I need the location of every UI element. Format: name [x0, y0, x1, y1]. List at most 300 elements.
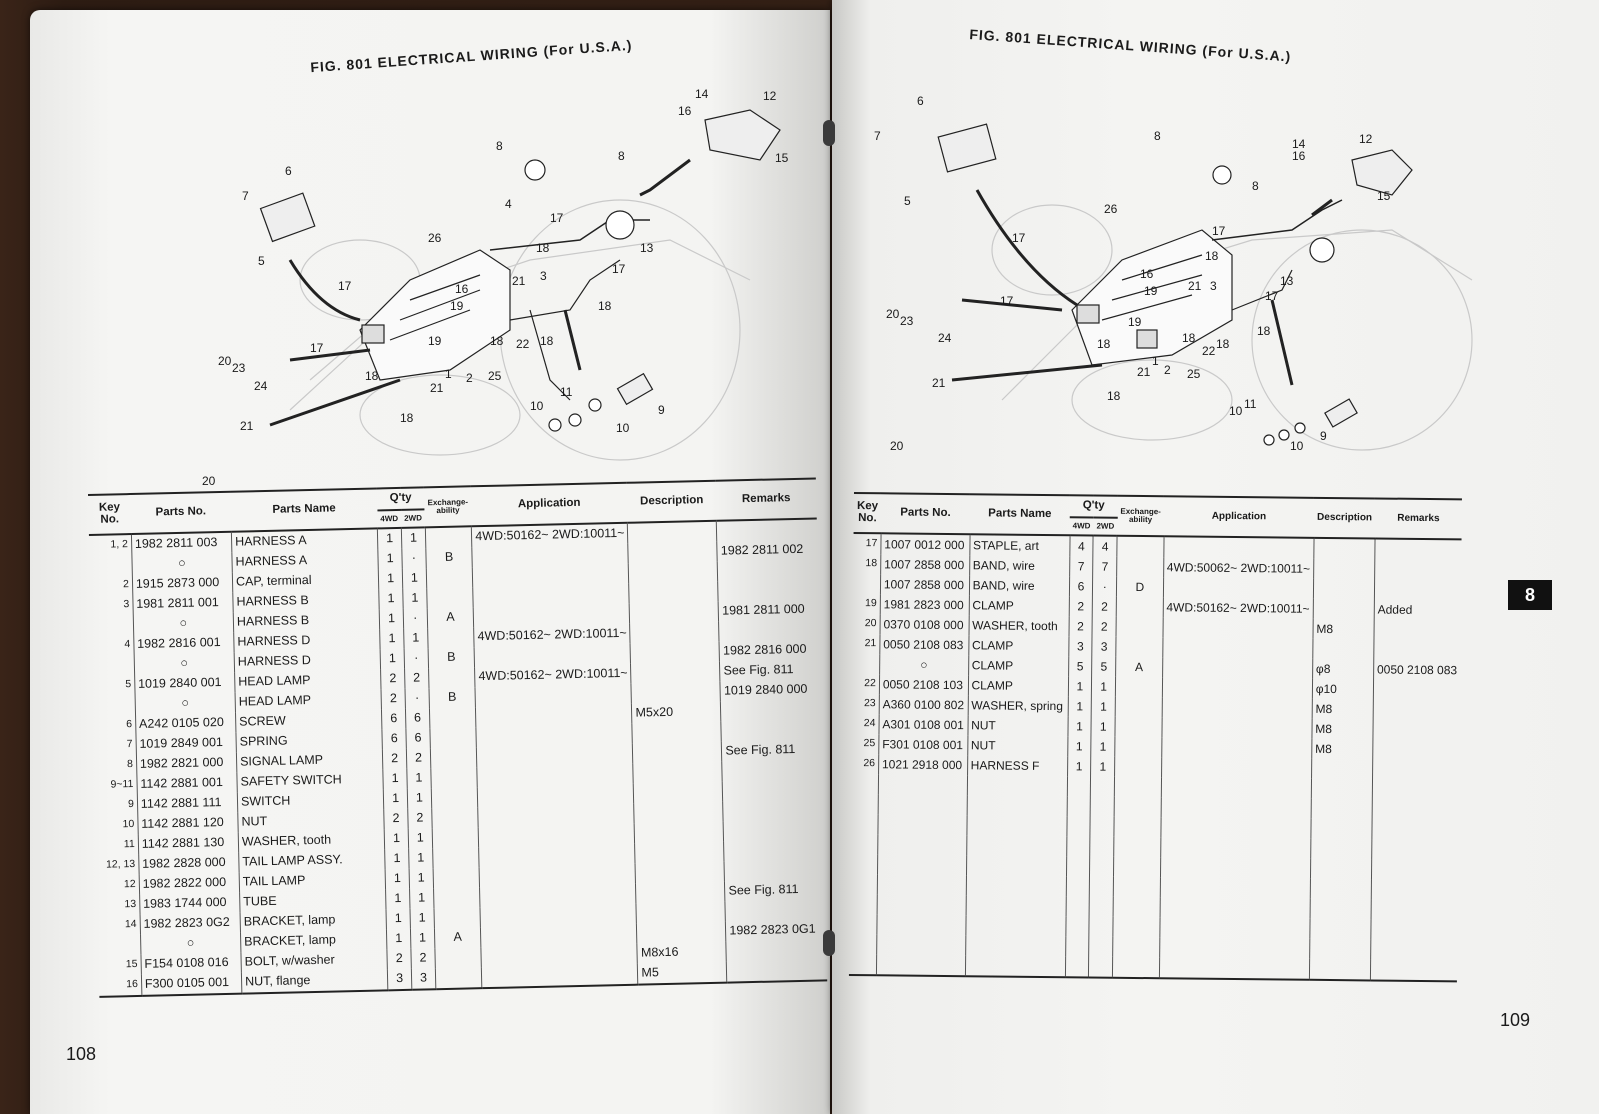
empty-cell [849, 953, 877, 974]
callout-r26: 26 [1104, 202, 1118, 216]
cell-app: 4WD:50162~ 2WD:10011~ [472, 522, 629, 547]
cell-desc [633, 761, 722, 783]
cell-key [91, 615, 134, 636]
cell-q4: 3 [388, 968, 412, 990]
cell-desc: M8 [1312, 738, 1373, 759]
callout-r3: 3 [1210, 279, 1217, 293]
empty-cell [850, 853, 878, 873]
cell-name: HARNESS F [967, 755, 1067, 776]
callout-r19b: 19 [1128, 315, 1142, 329]
cell-desc [1311, 758, 1372, 779]
cell-q4: 1 [385, 868, 409, 889]
empty-cell [1067, 776, 1091, 796]
empty-cell [1159, 937, 1309, 959]
cell-desc [634, 801, 723, 823]
cell-ex [430, 747, 477, 768]
callout-r2: 2 [1164, 363, 1171, 377]
empty-cell [1310, 838, 1371, 859]
empty-cell [1065, 956, 1089, 977]
cell-rem [1373, 679, 1460, 700]
cell-desc: M8 [1312, 698, 1373, 719]
cell-rem [1372, 759, 1459, 780]
callout-5: 5 [258, 254, 265, 268]
tractor-outline [290, 200, 750, 460]
cell-ex: A [427, 607, 474, 628]
callout-18c: 18 [490, 334, 504, 348]
cell-q2: 1 [401, 527, 425, 549]
cell-name: HARNESS B [233, 589, 380, 612]
empty-cell [1089, 936, 1113, 956]
callout-r17d: 17 [1265, 289, 1279, 303]
r-header-qty: Q'ty [1070, 495, 1118, 517]
callout-18f: 18 [400, 411, 414, 425]
cell-desc [1313, 638, 1374, 659]
right-table-body [849, 532, 1462, 980]
right-wiring-diagram [872, 80, 1512, 460]
empty-cell [967, 795, 1067, 816]
cell-name: HARNESS A [231, 528, 378, 552]
empty-cell [1310, 878, 1371, 899]
cell-desc [633, 741, 722, 763]
cell-q2: 1 [409, 848, 433, 869]
empty-cell [850, 893, 878, 913]
cell-key: 13 [124, 898, 137, 911]
cell-part: 1982 2822 000 [139, 872, 240, 894]
callout-r8: 8 [1154, 129, 1161, 143]
cell-q2: 2 [1092, 616, 1116, 636]
cell-key: 5 [125, 678, 132, 691]
cell-desc [634, 781, 723, 803]
r-header-qty-2wd: 2WD [1093, 517, 1117, 535]
callout-2: 2 [466, 371, 473, 385]
callout-22: 22 [516, 337, 530, 351]
cell-name: SAFETY SWITCH [237, 769, 384, 792]
callout-r17c: 17 [1212, 224, 1226, 238]
cell-q4: 1 [384, 828, 408, 849]
cell-desc [630, 621, 719, 643]
cell-q2: 1 [1092, 676, 1116, 696]
left-wiring-diagram [150, 80, 810, 500]
cell-name: SWITCH [237, 789, 384, 812]
cell-q4: 1 [378, 527, 402, 549]
empty-cell [1091, 776, 1115, 796]
cell-rem [724, 839, 825, 861]
cell-q4: 1 [379, 608, 403, 629]
cell-desc [635, 821, 724, 843]
header-qty: Q'ty [377, 487, 425, 510]
cell-rem [1373, 719, 1460, 740]
empty-cell [1371, 899, 1458, 920]
cell-desc: M8x16 [637, 941, 726, 963]
cell-rem [727, 959, 828, 982]
cell-part: F154 0108 016 [141, 952, 242, 974]
callout-14: 14 [695, 87, 709, 101]
cell-q2: 6 [406, 728, 430, 749]
cell-name: BAND, wire [969, 555, 1069, 576]
cell-q2: 4 [1093, 535, 1117, 556]
header-key: Key No. [88, 494, 131, 534]
cell-key: 20 [864, 617, 877, 630]
callout-8: 8 [496, 139, 503, 153]
callout-13: 13 [640, 241, 654, 255]
cell-part: 1019 2840 001 [134, 672, 235, 694]
cell-q4: 4 [1069, 535, 1093, 556]
cell-q4: 1 [383, 768, 407, 789]
empty-cell [1310, 858, 1371, 879]
cell-part: 1983 1744 000 [139, 892, 240, 914]
cell-ex: D [1117, 576, 1164, 596]
callout-r7: 7 [874, 129, 881, 143]
callout-r16b: 16 [1292, 149, 1306, 163]
callout-r14: 14 [1292, 137, 1306, 151]
empty-cell [1160, 837, 1310, 859]
safety-switch-drawing-right [1264, 399, 1357, 445]
cell-key: 26 [863, 757, 876, 770]
empty-cell [1065, 936, 1089, 956]
header-remarks: Remarks [716, 478, 817, 520]
empty-cell [1113, 956, 1160, 977]
callout-19: 19 [450, 299, 464, 313]
r-header-parts-name: Parts Name [970, 494, 1070, 535]
cell-key: 1, 2 [110, 538, 129, 551]
cell-q2: 2 [408, 808, 432, 829]
r-header-parts-no: Parts No. [881, 493, 970, 533]
cell-desc [635, 861, 724, 883]
callout-r21: 21 [1188, 279, 1202, 293]
cell-desc [1313, 558, 1374, 579]
cell-key: 12, 13 [105, 858, 136, 871]
cell-part: 1007 2858 000 [881, 554, 970, 575]
cell-key: 16 [99, 974, 142, 996]
empty-cell [878, 794, 967, 815]
cell-key: 12 [123, 878, 136, 891]
cell-rem: 0050 2108 083 [1373, 659, 1460, 680]
right-page-number: 109 [1500, 1010, 1531, 1030]
callout-r19: 19 [1144, 284, 1158, 298]
cell-key: 22 [864, 677, 876, 690]
empty-cell [1159, 917, 1309, 939]
left-table-body [89, 518, 827, 996]
right-fig-title: FIG. 801 ELECTRICAL WIRING (For U.S.A.) [968, 26, 1292, 65]
callout-r24: 24 [938, 331, 952, 345]
cell-q2: 1 [1091, 696, 1115, 716]
empty-cell [850, 813, 878, 833]
callout-6: 6 [285, 164, 292, 178]
callout-r8b: 8 [1252, 179, 1259, 193]
empty-cell [1113, 896, 1160, 916]
cell-q4: 2 [381, 688, 405, 709]
cell-rem [1374, 639, 1461, 660]
cell-key: 9 [127, 798, 134, 811]
cell-key: 17 [865, 537, 878, 550]
cell-key: 4 [124, 638, 131, 651]
cell-ex [432, 827, 479, 848]
callout-23: 23 [232, 361, 246, 375]
empty-cell [849, 913, 877, 933]
callout-r15: 15 [1377, 189, 1391, 203]
callout-18e: 18 [365, 369, 379, 383]
empty-cell [1160, 817, 1310, 839]
callout-24: 24 [254, 379, 268, 393]
cell-part: F300 0105 001 [141, 972, 242, 995]
cell-name: BOLT, w/washer [241, 949, 388, 972]
binding-hole-top [823, 120, 835, 146]
cell-part: 1915 2873 000 [132, 572, 233, 594]
empty-cell [1090, 796, 1114, 816]
empty-cell [1066, 896, 1090, 916]
cell-ex [434, 907, 481, 928]
callout-3: 3 [540, 269, 547, 283]
cell-desc [629, 581, 718, 603]
callout-11: 11 [560, 385, 573, 399]
cell-ex [1115, 756, 1162, 776]
cell-app [1163, 577, 1313, 599]
cell-part: 1981 2823 000 [880, 594, 969, 615]
cell-name: TAIL LAMP ASSY. [239, 849, 386, 872]
cell-ex [425, 526, 472, 548]
cell-key: 3 [123, 598, 130, 611]
callout-17d: 17 [612, 262, 626, 276]
cell-key: 15 [125, 958, 138, 971]
cell-part: 1007 0012 000 [881, 533, 970, 555]
tail-lamp-drawing-right [1312, 150, 1412, 215]
cell-key: 2 [122, 578, 129, 591]
safety-switch-drawing [549, 374, 652, 431]
cell-q4: 5 [1068, 656, 1092, 676]
cell-part: A242 0105 020 [135, 712, 236, 734]
empty-cell [1114, 816, 1161, 836]
callout-r12: 12 [1359, 132, 1373, 146]
cell-q2: 2 [411, 948, 435, 969]
empty-cell [966, 875, 1066, 896]
empty-cell [1113, 936, 1160, 956]
callout-r6: 6 [917, 94, 924, 108]
left-page [30, 10, 830, 1114]
callout-r10: 10 [1229, 404, 1243, 418]
left-fig-title: FIG. 801 ELECTRICAL WIRING (For U.S.A.) [309, 36, 633, 76]
cell-app [1161, 737, 1311, 759]
cell-app [1162, 637, 1312, 659]
empty-cell [1310, 898, 1371, 919]
callout-r18: 18 [1205, 249, 1219, 263]
cell-rem: 1982 2816 000 [719, 639, 820, 661]
cell-q4: 1 [386, 908, 410, 929]
cell-name: BAND, wire [969, 575, 1069, 596]
cell-q4: 1 [384, 788, 408, 809]
cell-rem [724, 859, 825, 881]
cell-rem: See Fig. 811 [720, 659, 821, 681]
cell-q4: 2 [381, 668, 405, 689]
callout-10: 10 [530, 399, 544, 413]
cell-q2: 1 [408, 828, 432, 849]
cell-q2: 1 [1091, 716, 1115, 736]
empty-cell [1311, 778, 1372, 799]
cell-name: NUT, flange [241, 969, 388, 993]
cell-key: 25 [863, 737, 876, 750]
empty-cell [1371, 919, 1458, 940]
cell-q2: 1 [404, 628, 428, 649]
cell-q4: 1 [380, 648, 404, 669]
cell-ex [430, 727, 477, 748]
cell-q2: 7 [1093, 556, 1117, 576]
cell-ex [428, 667, 475, 688]
cell-part: 1982 2828 000 [138, 852, 239, 874]
callout-r18b: 18 [1257, 324, 1271, 338]
cell-desc: M5x20 [632, 701, 721, 723]
cell-ex [427, 627, 474, 648]
cell-ex [426, 567, 473, 588]
cell-q4: 2 [387, 948, 411, 969]
callout-21: 21 [512, 274, 526, 288]
cell-part: 1982 2811 003 [131, 531, 232, 554]
empty-cell [1160, 857, 1310, 879]
cell-desc [637, 921, 726, 943]
header-parts-no: Parts No. [130, 492, 231, 534]
header-qty-2wd: 2WD [401, 509, 425, 528]
empty-cell [965, 955, 1065, 977]
cell-part: ○ [133, 612, 234, 634]
left-page-number: 108 [66, 1044, 97, 1064]
header-parts-name: Parts Name [230, 488, 377, 531]
cell-rem [1373, 699, 1460, 720]
cell-app [1162, 657, 1312, 679]
cell-ex [1115, 736, 1162, 756]
cell-rem [721, 719, 822, 741]
empty-cell [1372, 819, 1459, 840]
tail-lamp-drawing [640, 110, 780, 195]
empty-cell [1160, 897, 1310, 919]
callout-r9: 9 [1320, 429, 1327, 443]
header-description: Description [627, 481, 717, 523]
harness-assembly-right [1072, 166, 1342, 365]
cell-part: A360 0100 802 [879, 694, 968, 715]
empty-cell [1066, 856, 1090, 876]
cell-ex: A [1116, 656, 1163, 676]
empty-cell [1089, 916, 1113, 936]
cell-key: 21 [864, 637, 877, 650]
cell-key: 24 [863, 717, 876, 730]
cell-key [98, 934, 141, 955]
head-lamp-drawing-right [938, 124, 1077, 305]
cell-q2: 3 [1092, 636, 1116, 656]
callout-r21c: 21 [932, 376, 946, 390]
cell-rem: 1982 2811 002 [717, 539, 818, 561]
cell-ex [1116, 636, 1163, 656]
cell-ex [1115, 676, 1162, 696]
cell-q2: 1 [410, 888, 434, 909]
cell-part: 1982 2816 001 [133, 632, 234, 654]
cell-desc [628, 520, 717, 543]
empty-cell [876, 954, 965, 976]
callout-17b: 17 [310, 341, 324, 355]
cell-rem [725, 899, 826, 921]
cell-q2: · [405, 688, 429, 709]
cell-rem [719, 619, 820, 641]
empty-cell [1311, 798, 1372, 819]
cell-key [92, 654, 135, 675]
empty-cell [965, 935, 1065, 956]
right-page [832, 0, 1599, 1114]
head-lamp-drawing [261, 193, 360, 320]
cell-name: WASHER, tooth [969, 615, 1069, 636]
cell-rem [723, 779, 824, 801]
cell-name: HARNESS B [233, 609, 380, 632]
cell-name: HARNESS D [234, 649, 381, 672]
cell-q2: 1 [403, 588, 427, 609]
cell-name: CLAMP [968, 635, 1068, 656]
callout-10b: 10 [616, 421, 630, 435]
cell-part: ○ [135, 692, 236, 714]
callout-r23: 23 [900, 314, 914, 328]
cell-app: 4WD:50162~ 2WD:10011~ [474, 623, 631, 647]
cell-q4: 1 [1067, 736, 1091, 756]
cell-q2: 6 [405, 708, 429, 729]
cell-q4: 1 [1067, 756, 1091, 776]
callout-1: 1 [445, 367, 452, 381]
cell-desc [636, 901, 725, 923]
section-tab: 8 [1508, 580, 1552, 610]
callout-26: 26 [428, 231, 442, 245]
cell-ex: B [426, 547, 473, 568]
cell-part: 1981 2811 001 [133, 592, 234, 614]
cell-q2: 1 [409, 868, 433, 889]
empty-cell [877, 854, 966, 875]
empty-cell [1311, 818, 1372, 839]
cell-name: SIGNAL LAMP [236, 749, 383, 772]
cell-part: 1007 2858 000 [880, 574, 969, 595]
cell-part: ○ [134, 652, 235, 674]
cell-q4: 1 [387, 928, 411, 949]
callout-15: 15 [775, 151, 789, 165]
callout-8b: 8 [618, 149, 625, 163]
cell-part: 1142 2881 130 [138, 832, 239, 854]
cell-name: HEAD LAMP [235, 669, 382, 692]
cell-ex [432, 807, 479, 828]
cell-part: 1142 2881 111 [137, 792, 238, 814]
cell-desc [628, 541, 717, 563]
empty-cell [1066, 816, 1090, 836]
cell-key [852, 653, 880, 673]
cell-ex [429, 707, 476, 728]
cell-name: HARNESS D [234, 629, 381, 652]
empty-cell [1161, 797, 1311, 819]
callout-r10b: 10 [1290, 439, 1304, 453]
cell-ex [431, 767, 478, 788]
cell-q4: 3 [1068, 636, 1092, 656]
callout-20b: 20 [202, 474, 216, 488]
callout-r21b: 21 [1137, 365, 1151, 379]
empty-cell [1370, 939, 1457, 960]
callout-r1: 1 [1152, 354, 1159, 368]
cell-desc: M5 [638, 961, 727, 984]
empty-cell [878, 814, 967, 835]
empty-cell [877, 914, 966, 935]
callout-19b: 19 [428, 334, 442, 348]
left-parts-table [88, 477, 827, 997]
cell-part: 1021 2918 000 [878, 754, 967, 775]
cell-ex [433, 887, 480, 908]
callout-r18f: 18 [1216, 337, 1230, 351]
cell-q2: 1 [1091, 736, 1115, 756]
callout-r18c: 18 [1182, 331, 1196, 345]
cell-q4: 2 [1069, 616, 1093, 636]
cell-ex [435, 967, 482, 989]
cell-key: 14 [124, 918, 137, 931]
header-application: Application [471, 483, 628, 526]
callout-r18d: 18 [1097, 337, 1111, 351]
cell-name: CLAMP [968, 655, 1068, 676]
cell-rem [722, 759, 823, 781]
